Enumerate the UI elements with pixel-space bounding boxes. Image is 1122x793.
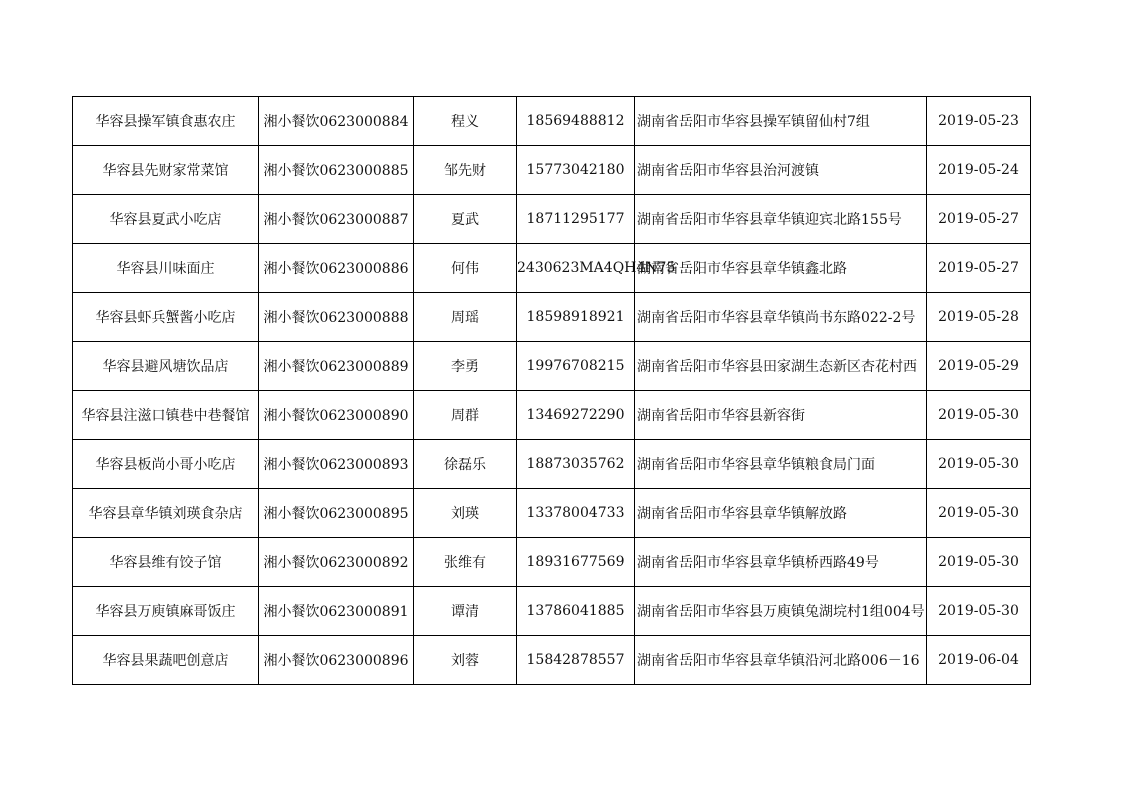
phone-cell: 13786041885 [517, 587, 635, 636]
license-number-cell: 湘小餐饮0623000896 [259, 636, 414, 685]
operator-name-cell: 刘蓉 [414, 636, 517, 685]
operator-name-cell: 李勇 [414, 342, 517, 391]
business-name-cell: 华容县板尚小哥小吃店 [73, 440, 259, 489]
business-name-cell: 华容县注滋口镇巷中巷餐馆 [73, 391, 259, 440]
table-row [73, 489, 1031, 538]
license-number-cell: 湘小餐饮0623000885 [259, 146, 414, 195]
business-name-cell: 华容县操军镇食惠农庄 [73, 97, 259, 146]
license-number-cell: 湘小餐饮0623000886 [259, 244, 414, 293]
phone-cell: 18931677569 [517, 538, 635, 587]
date-cell: 2019-05-27 [927, 195, 1031, 244]
table-row [73, 244, 1031, 293]
date-cell: 2019-05-30 [927, 587, 1031, 636]
license-number-cell: 湘小餐饮0623000895 [259, 489, 414, 538]
license-number-cell: 湘小餐饮0623000884 [259, 97, 414, 146]
business-name-cell: 华容县先财家常菜馆 [73, 146, 259, 195]
date-cell: 2019-05-30 [927, 440, 1031, 489]
date-cell: 2019-05-24 [927, 146, 1031, 195]
phone-cell: 18569488812 [517, 97, 635, 146]
business-name-cell: 华容县夏武小吃店 [73, 195, 259, 244]
license-number-cell: 湘小餐饮0623000887 [259, 195, 414, 244]
business-name-cell: 华容县避风塘饮品店 [73, 342, 259, 391]
operator-name-cell: 周群 [414, 391, 517, 440]
phone-cell: 13378004733 [517, 489, 635, 538]
address-cell: 湖南省岳阳市华容县田家湖生态新区杏花村西 [635, 342, 927, 391]
address-cell: 湖南省岳阳市华容县治河渡镇 [635, 146, 927, 195]
license-number-cell: 湘小餐饮0623000892 [259, 538, 414, 587]
license-table [72, 96, 1031, 685]
address-cell: 湖南省岳阳市华容县章华镇解放路 [635, 489, 927, 538]
license-table-body [73, 97, 1031, 685]
table-row [73, 342, 1031, 391]
address-cell: 湖南省岳阳市华容县章华镇鑫北路 [635, 244, 927, 293]
license-number-cell: 湘小餐饮0623000893 [259, 440, 414, 489]
phone-cell: 15773042180 [517, 146, 635, 195]
phone-cell: 13469272290 [517, 391, 635, 440]
date-cell: 2019-05-23 [927, 97, 1031, 146]
address-cell: 湖南省岳阳市华容县章华镇粮食局门面 [635, 440, 927, 489]
table-row [73, 97, 1031, 146]
table-row [73, 146, 1031, 195]
license-number-cell: 湘小餐饮0623000891 [259, 587, 414, 636]
operator-name-cell: 张维有 [414, 538, 517, 587]
address-cell: 湖南省岳阳市华容县章华镇沿河北路006－16 [635, 636, 927, 685]
business-name-cell: 华容县维有饺子馆 [73, 538, 259, 587]
table-row [73, 538, 1031, 587]
date-cell: 2019-05-30 [927, 489, 1031, 538]
table-row [73, 293, 1031, 342]
date-cell: 2019-05-30 [927, 391, 1031, 440]
address-cell: 湖南省岳阳市华容县章华镇迎宾北路155号 [635, 195, 927, 244]
address-cell: 湖南省岳阳市华容县万庾镇兔湖垸村1组004号 [635, 587, 927, 636]
operator-name-cell: 徐磊乐 [414, 440, 517, 489]
business-name-cell: 华容县虾兵蟹酱小吃店 [73, 293, 259, 342]
date-cell: 2019-05-29 [927, 342, 1031, 391]
phone-cell: 18873035762 [517, 440, 635, 489]
operator-name-cell: 程义 [414, 97, 517, 146]
operator-name-cell: 谭清 [414, 587, 517, 636]
phone-cell: 18711295177 [517, 195, 635, 244]
license-number-cell: 湘小餐饮0623000888 [259, 293, 414, 342]
business-name-cell: 华容县章华镇刘瑛食杂店 [73, 489, 259, 538]
date-cell: 2019-05-28 [927, 293, 1031, 342]
operator-name-cell: 何伟 [414, 244, 517, 293]
operator-name-cell: 刘瑛 [414, 489, 517, 538]
business-name-cell: 华容县川味面庄 [73, 244, 259, 293]
operator-name-cell: 周瑶 [414, 293, 517, 342]
table-row [73, 195, 1031, 244]
table-row [73, 440, 1031, 489]
phone-cell: 19976708215 [517, 342, 635, 391]
address-cell: 湖南省岳阳市华容县章华镇桥西路49号 [635, 538, 927, 587]
license-number-cell: 湘小餐饮0623000889 [259, 342, 414, 391]
business-name-cell: 华容县万庾镇麻哥饭庄 [73, 587, 259, 636]
address-cell: 湖南省岳阳市华容县新容街 [635, 391, 927, 440]
date-cell: 2019-05-30 [927, 538, 1031, 587]
table-row [73, 587, 1031, 636]
address-cell: 湖南省岳阳市华容县章华镇尚书东路022-2号 [635, 293, 927, 342]
phone-cell: 15842878557 [517, 636, 635, 685]
business-name-cell: 华容县果蔬吧创意店 [73, 636, 259, 685]
license-number-cell: 湘小餐饮0623000890 [259, 391, 414, 440]
operator-name-cell: 夏武 [414, 195, 517, 244]
table-row [73, 391, 1031, 440]
table-row [73, 636, 1031, 685]
date-cell: 2019-05-27 [927, 244, 1031, 293]
phone-cell: 18598918921 [517, 293, 635, 342]
date-cell: 2019-06-04 [927, 636, 1031, 685]
phone-cell: 2430623MA4QH4N75 [517, 244, 635, 293]
address-cell: 湖南省岳阳市华容县操军镇留仙村7组 [635, 97, 927, 146]
operator-name-cell: 邹先财 [414, 146, 517, 195]
